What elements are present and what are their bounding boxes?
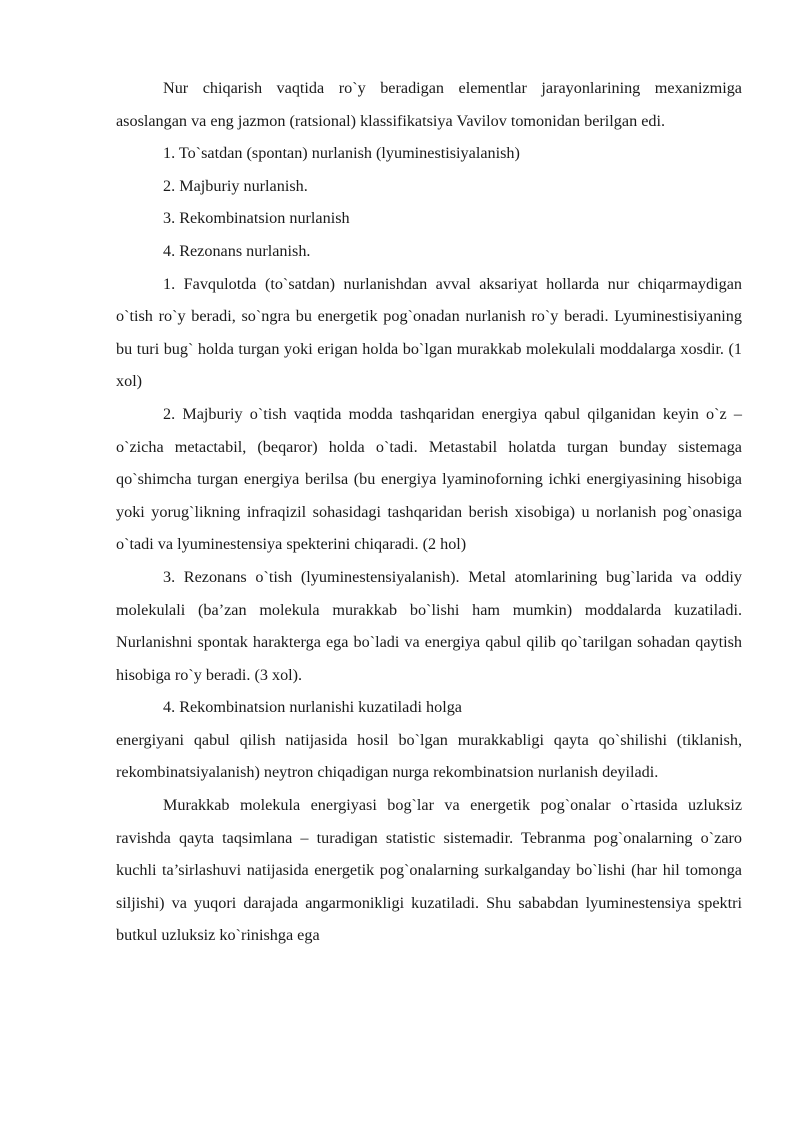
list-item: 2. Majburiy nurlanish. <box>163 176 308 195</box>
paragraph-forced: 2. Majburiy o`tish vaqtida modda tashqaridan energiya qabul qilganidan keyin o`z –o`zicha metactabil, (beqaror) holda o`tadi. Metastabil holatda turgan bunday sistemaga qo`shimcha turgan energiya berilsa (bu energiya lyaminoforning ichki energiyasining hisobiga yoki yorug`likning infraqizil sohasidagi tashqaridan berish xisobiga) u norlanish pog`onasiga o`tadi va lyuminestensiya spekterini chiqaradi. (2 hol) <box>116 404 742 554</box>
list-item: 3. Rekombinatsion nurlanish <box>163 209 350 228</box>
list-item: 1. To`satdan (spontan) nurlanish (lyuminestisiyalanish) <box>163 144 520 163</box>
paragraph-recombination-heading: 4. Rekombinatsion nurlanishi kuzatiladi holga <box>163 698 462 717</box>
intro-paragraph: Nur chiqarish vaqtida ro`y beradigan elementlar jarayonlarining mexanizmiga asoslangan va eng jazmon (ratsional) klassifikatsiya Vavilov tomonidan berilgan edi. <box>116 79 742 130</box>
paragraph-molecule-energy: Murakkab molekula energiyasi bog`lar va energetik pog`onalar o`rtasida uzluksiz ravishda qayta taqsimlana – turadigan statistic sistemadir. Tebranma pog`onalarning o`zaro kuchli ta’sirlashuvi natijasida energetik pog`onalarning surkalganday bo`lishi (har hil tomonga siljishi) va yuqori darajada angarmonikligi kuzatiladi. Shu sababdan lyuminestensiya spektri butkul uzluksiz ko`rinishga ega <box>116 796 742 945</box>
paragraph-resonance: 3. Rezonans o`tish (lyuminestensiyalanish). Metal atomlarining bug`larida va oddiy molekulali (ba’zan molekula murakkab bo`lishi ham mumkin) moddalarda kuzatiladi. Nurlanishni spontak harakterga ega bo`ladi va energiya qabul qilib qo`tarilgan sohadan qaytish hisobiga ro`y beradi. (3 xol). <box>116 567 742 684</box>
document-page <box>116 72 742 952</box>
list-item: 4. Rezonans nurlanish. <box>163 241 311 260</box>
paragraph-spontaneous: 1. Favqulotda (to`satdan) nurlanishdan avval aksariyat hollarda nur chiqarmaydigan o`tish ro`y beradi, so`ngra bu energetik pog`onadan nurlanish ro`y beradi. Lyuminestisiyaning bu turi bug` holda turgan yoki erigan holda bo`lgan murakkab molekulali moddalarga xosdir. (1 xol) <box>116 274 742 391</box>
paragraph-recombination-body: energiyani qabul qilish natijasida hosil bo`lgan murakkabligi qayta qo`shilishi (tiklanish, rekombinatsiyalanish) neytron chiqadigan nurga rekombinatsion nurlanish deyiladi. <box>116 730 742 782</box>
classification-list <box>116 137 742 267</box>
